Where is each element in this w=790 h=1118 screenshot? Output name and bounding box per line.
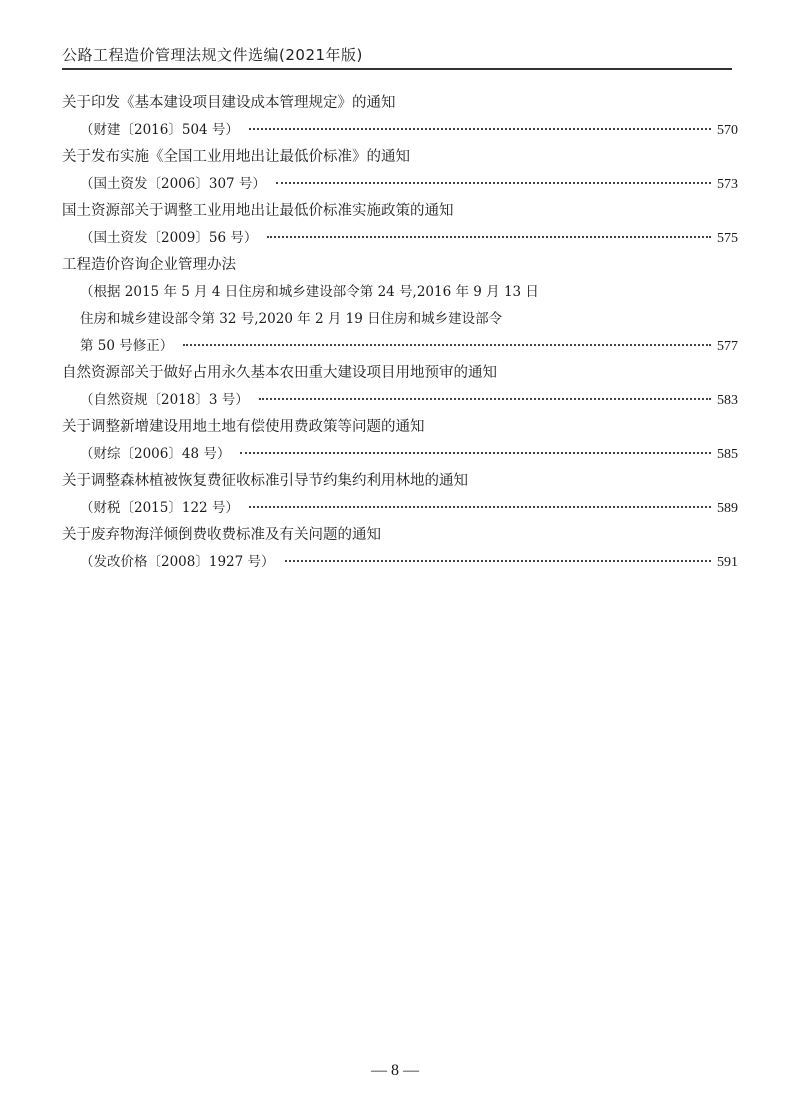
toc-entry-title: 关于废弃物海洋倾倒费收费标准及有关问题的通知 [62,527,381,543]
toc-entry-page: 585 [717,447,738,462]
toc-entry-ref-line [80,119,738,141]
toc-entry-title: 关于发布实施《全国工业用地出让最低价标准》的通知 [62,149,410,165]
toc-entry-ref-line [80,551,738,573]
toc-entry-ref-line [80,227,738,249]
dot-leader [183,344,711,346]
toc-entry-title: 关于调整森林植被恢复费征收标准引导节约集约利用林地的通知 [62,473,468,489]
toc-entry-ref: （自然资规〔2018〕3 号） [80,392,249,408]
toc-entry-page: 589 [717,501,738,516]
toc-entry-page: 583 [717,393,738,408]
toc-entry-page: 575 [717,231,738,246]
toc-entry-note-line: （根据 2015 年 5 月 4 日住房和城乡建设部令第 24 号,2016 年 9 月 13 日 [80,284,539,300]
toc-entry-page: 577 [717,339,738,354]
dot-leader [240,452,711,454]
header-rule [62,68,732,70]
dot-leader [249,128,711,130]
dot-leader [249,506,711,508]
dot-leader [259,398,711,400]
dot-leader [267,236,711,238]
dot-leader [276,182,711,184]
toc-entry-ref-line [80,389,738,411]
toc-entry-title: 工程造价咨询企业管理办法 [62,257,236,273]
toc-entry-ref-line [80,443,738,465]
toc-entry-ref: （发改价格〔2008〕1927 号） [80,554,275,570]
toc-entry-ref: （财综〔2006〕48 号） [80,446,231,462]
toc-entry-ref-line [80,173,738,195]
toc-entry-ref-line [80,497,738,519]
toc-entry-title: 关于调整新增建设用地土地有偿使用费政策等问题的通知 [62,419,425,435]
toc-entry-page: 570 [717,123,738,138]
toc-entry-note-line: 住房和城乡建设部令第 32 号,2020 年 2 月 19 日住房和城乡建设部令 [80,311,503,327]
dot-leader [285,560,711,562]
toc-entry-title: 关于印发《基本建设项目建设成本管理规定》的通知 [62,95,396,111]
toc-entry-ref-line [80,335,738,357]
toc-entry-ref: （国土资发〔2009〕56 号） [80,230,258,246]
toc-entry-ref: （国土资发〔2006〕307 号） [80,176,266,192]
toc-entry-page: 573 [717,177,738,192]
book-title: 公路工程造价管理法规文件选编(2021年版) [62,46,363,64]
running-header [62,44,732,68]
toc-entry-title: 自然资源部关于做好占用永久基本农田重大建设项目用地预审的通知 [62,365,497,381]
page-number: — 8 — [371,1062,419,1079]
toc-entry-ref: （财税〔2015〕122 号） [80,500,239,516]
toc-entry-title: 国土资源部关于调整工业用地出让最低价标准实施政策的通知 [62,203,454,219]
toc-entry-ref: （财建〔2016〕504 号） [80,122,239,138]
toc-entry-page: 591 [717,555,738,570]
toc-entry-ref: 第 50 号修正） [80,338,174,354]
